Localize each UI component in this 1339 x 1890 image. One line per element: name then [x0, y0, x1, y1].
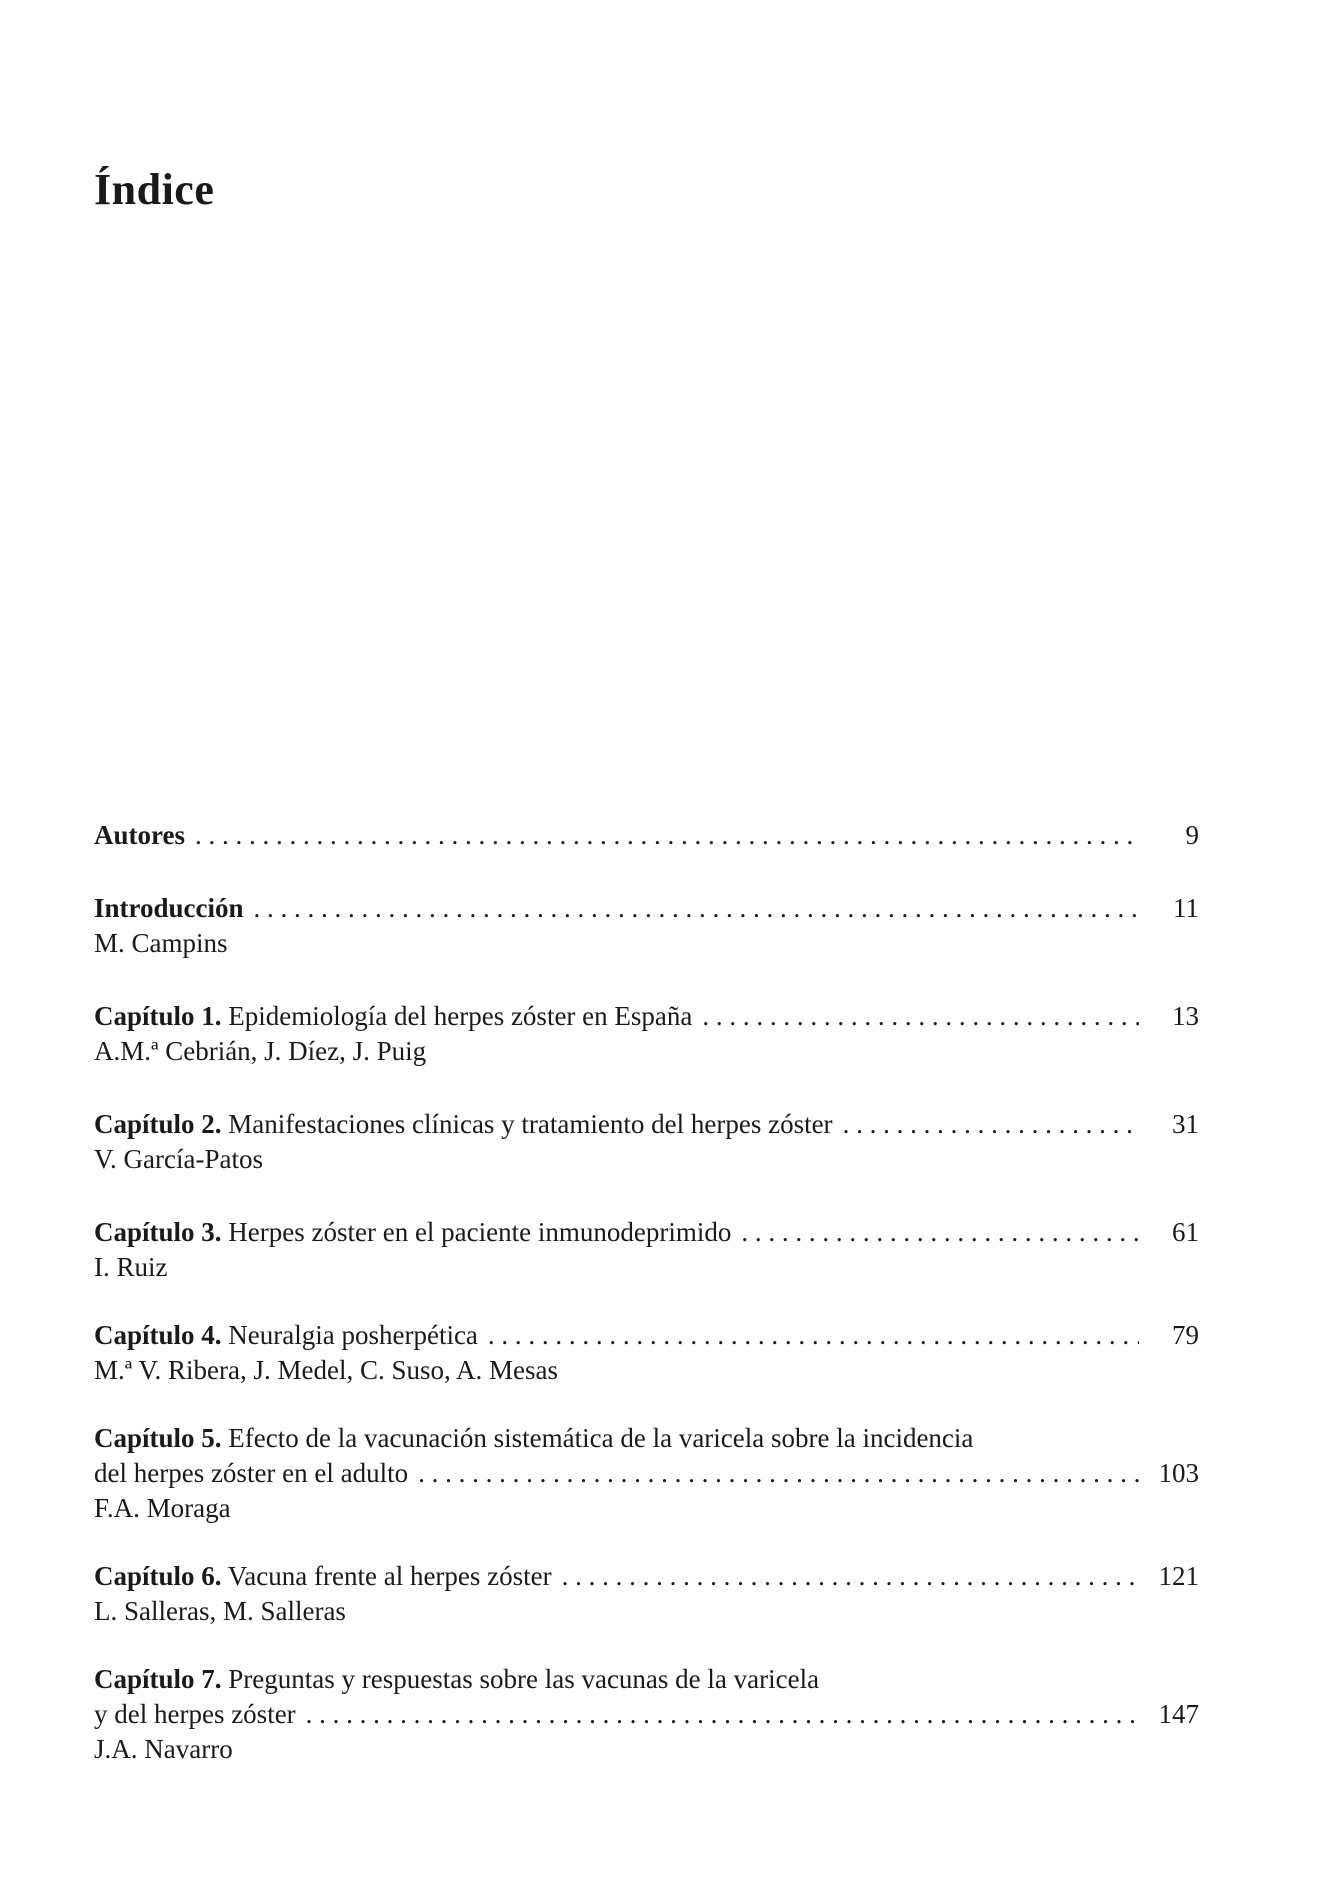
- toc-entry-introduccion[interactable]: [94, 891, 1199, 961]
- toc-title: Efecto de la vacunación sistemática de la varicela sobre la incidencia: [228, 1423, 974, 1453]
- page-number: 147: [1158, 1699, 1199, 1729]
- page-number: 121: [1158, 1561, 1199, 1591]
- toc-title: Preguntas y respuestas sobre las vacunas de la varicela: [228, 1664, 820, 1694]
- dot-leader: [702, 999, 1139, 1034]
- toc-authors: F.A. Moraga: [94, 1493, 231, 1523]
- toc-authors: M.ª V. Ribera, J. Medel, C. Suso, A. Mesas: [94, 1355, 558, 1385]
- page-number: 61: [1172, 1217, 1199, 1247]
- toc-line: [94, 1107, 1199, 1142]
- toc-authors: A.M.ª Cebrián, J. Díez, J. Puig: [94, 1036, 427, 1066]
- toc-line: [94, 999, 1199, 1034]
- toc-line: [94, 1456, 1199, 1491]
- dot-leader: [254, 891, 1139, 926]
- page-number: 31: [1172, 1109, 1199, 1139]
- toc-title: Neuralgia posherpética: [228, 1320, 478, 1350]
- toc-line: [94, 891, 1199, 926]
- toc-title: Vacuna frente al herpes zóster: [227, 1561, 552, 1591]
- toc-line-first: [94, 1662, 1199, 1697]
- toc-line-first: [94, 1421, 1199, 1456]
- page-number: 9: [1185, 820, 1199, 850]
- toc-line: [94, 818, 1199, 853]
- page-title: Índice: [94, 165, 215, 214]
- toc-title: Manifestaciones clínicas y tratamiento del herpes zóster: [228, 1109, 833, 1139]
- dot-leader: [741, 1215, 1139, 1250]
- dot-leader: [562, 1559, 1139, 1594]
- toc-title-continued: del herpes zóster en el adulto: [94, 1458, 409, 1488]
- toc-authors: J.A. Navarro: [94, 1734, 233, 1764]
- toc-label: Capítulo 5.: [94, 1423, 222, 1453]
- toc-label: Autores: [94, 820, 185, 850]
- toc-title: Epidemiología del herpes zóster en España: [228, 1001, 693, 1031]
- toc-title-continued: y del herpes zóster: [94, 1699, 296, 1729]
- dot-leader: [843, 1107, 1139, 1142]
- dot-leader: [418, 1456, 1139, 1491]
- page-number: 11: [1173, 893, 1199, 923]
- toc-label: Capítulo 6.: [94, 1561, 222, 1591]
- toc-entry-capitulo-7[interactable]: [94, 1662, 1199, 1767]
- toc-entry-capitulo-1[interactable]: [94, 999, 1199, 1069]
- page-number: 13: [1172, 1001, 1199, 1031]
- toc-entry-capitulo-3[interactable]: [94, 1215, 1199, 1285]
- toc-label: Capítulo 4.: [94, 1320, 222, 1350]
- toc-label: Capítulo 3.: [94, 1217, 222, 1247]
- toc-entry-capitulo-6[interactable]: [94, 1559, 1199, 1629]
- toc-line: [94, 1318, 1199, 1353]
- dot-leader: [306, 1697, 1139, 1732]
- toc-authors: I. Ruiz: [94, 1252, 168, 1282]
- page-number: 103: [1158, 1458, 1199, 1488]
- toc-authors: M. Campins: [94, 928, 228, 958]
- toc-label: Introducción: [94, 893, 244, 923]
- toc-entry-capitulo-4[interactable]: [94, 1318, 1199, 1388]
- toc-authors: L. Salleras, M. Salleras: [94, 1596, 346, 1626]
- page-number: 79: [1172, 1320, 1199, 1350]
- table-of-contents: [94, 818, 1199, 1767]
- toc-title: Herpes zóster en el paciente inmunodeprimido: [228, 1217, 732, 1247]
- toc-line: [94, 1559, 1199, 1594]
- dot-leader: [488, 1318, 1139, 1353]
- dot-leader: [195, 818, 1139, 853]
- toc-entry-capitulo-2[interactable]: [94, 1107, 1199, 1177]
- toc-label: Capítulo 7.: [94, 1664, 222, 1694]
- toc-line: [94, 1215, 1199, 1250]
- toc-entry-capitulo-5[interactable]: [94, 1421, 1199, 1526]
- toc-authors: V. García-Patos: [94, 1144, 263, 1174]
- toc-label: Capítulo 1.: [94, 1001, 222, 1031]
- toc-label: Capítulo 2.: [94, 1109, 222, 1139]
- toc-line: [94, 1697, 1199, 1732]
- toc-entry-autores[interactable]: [94, 818, 1199, 853]
